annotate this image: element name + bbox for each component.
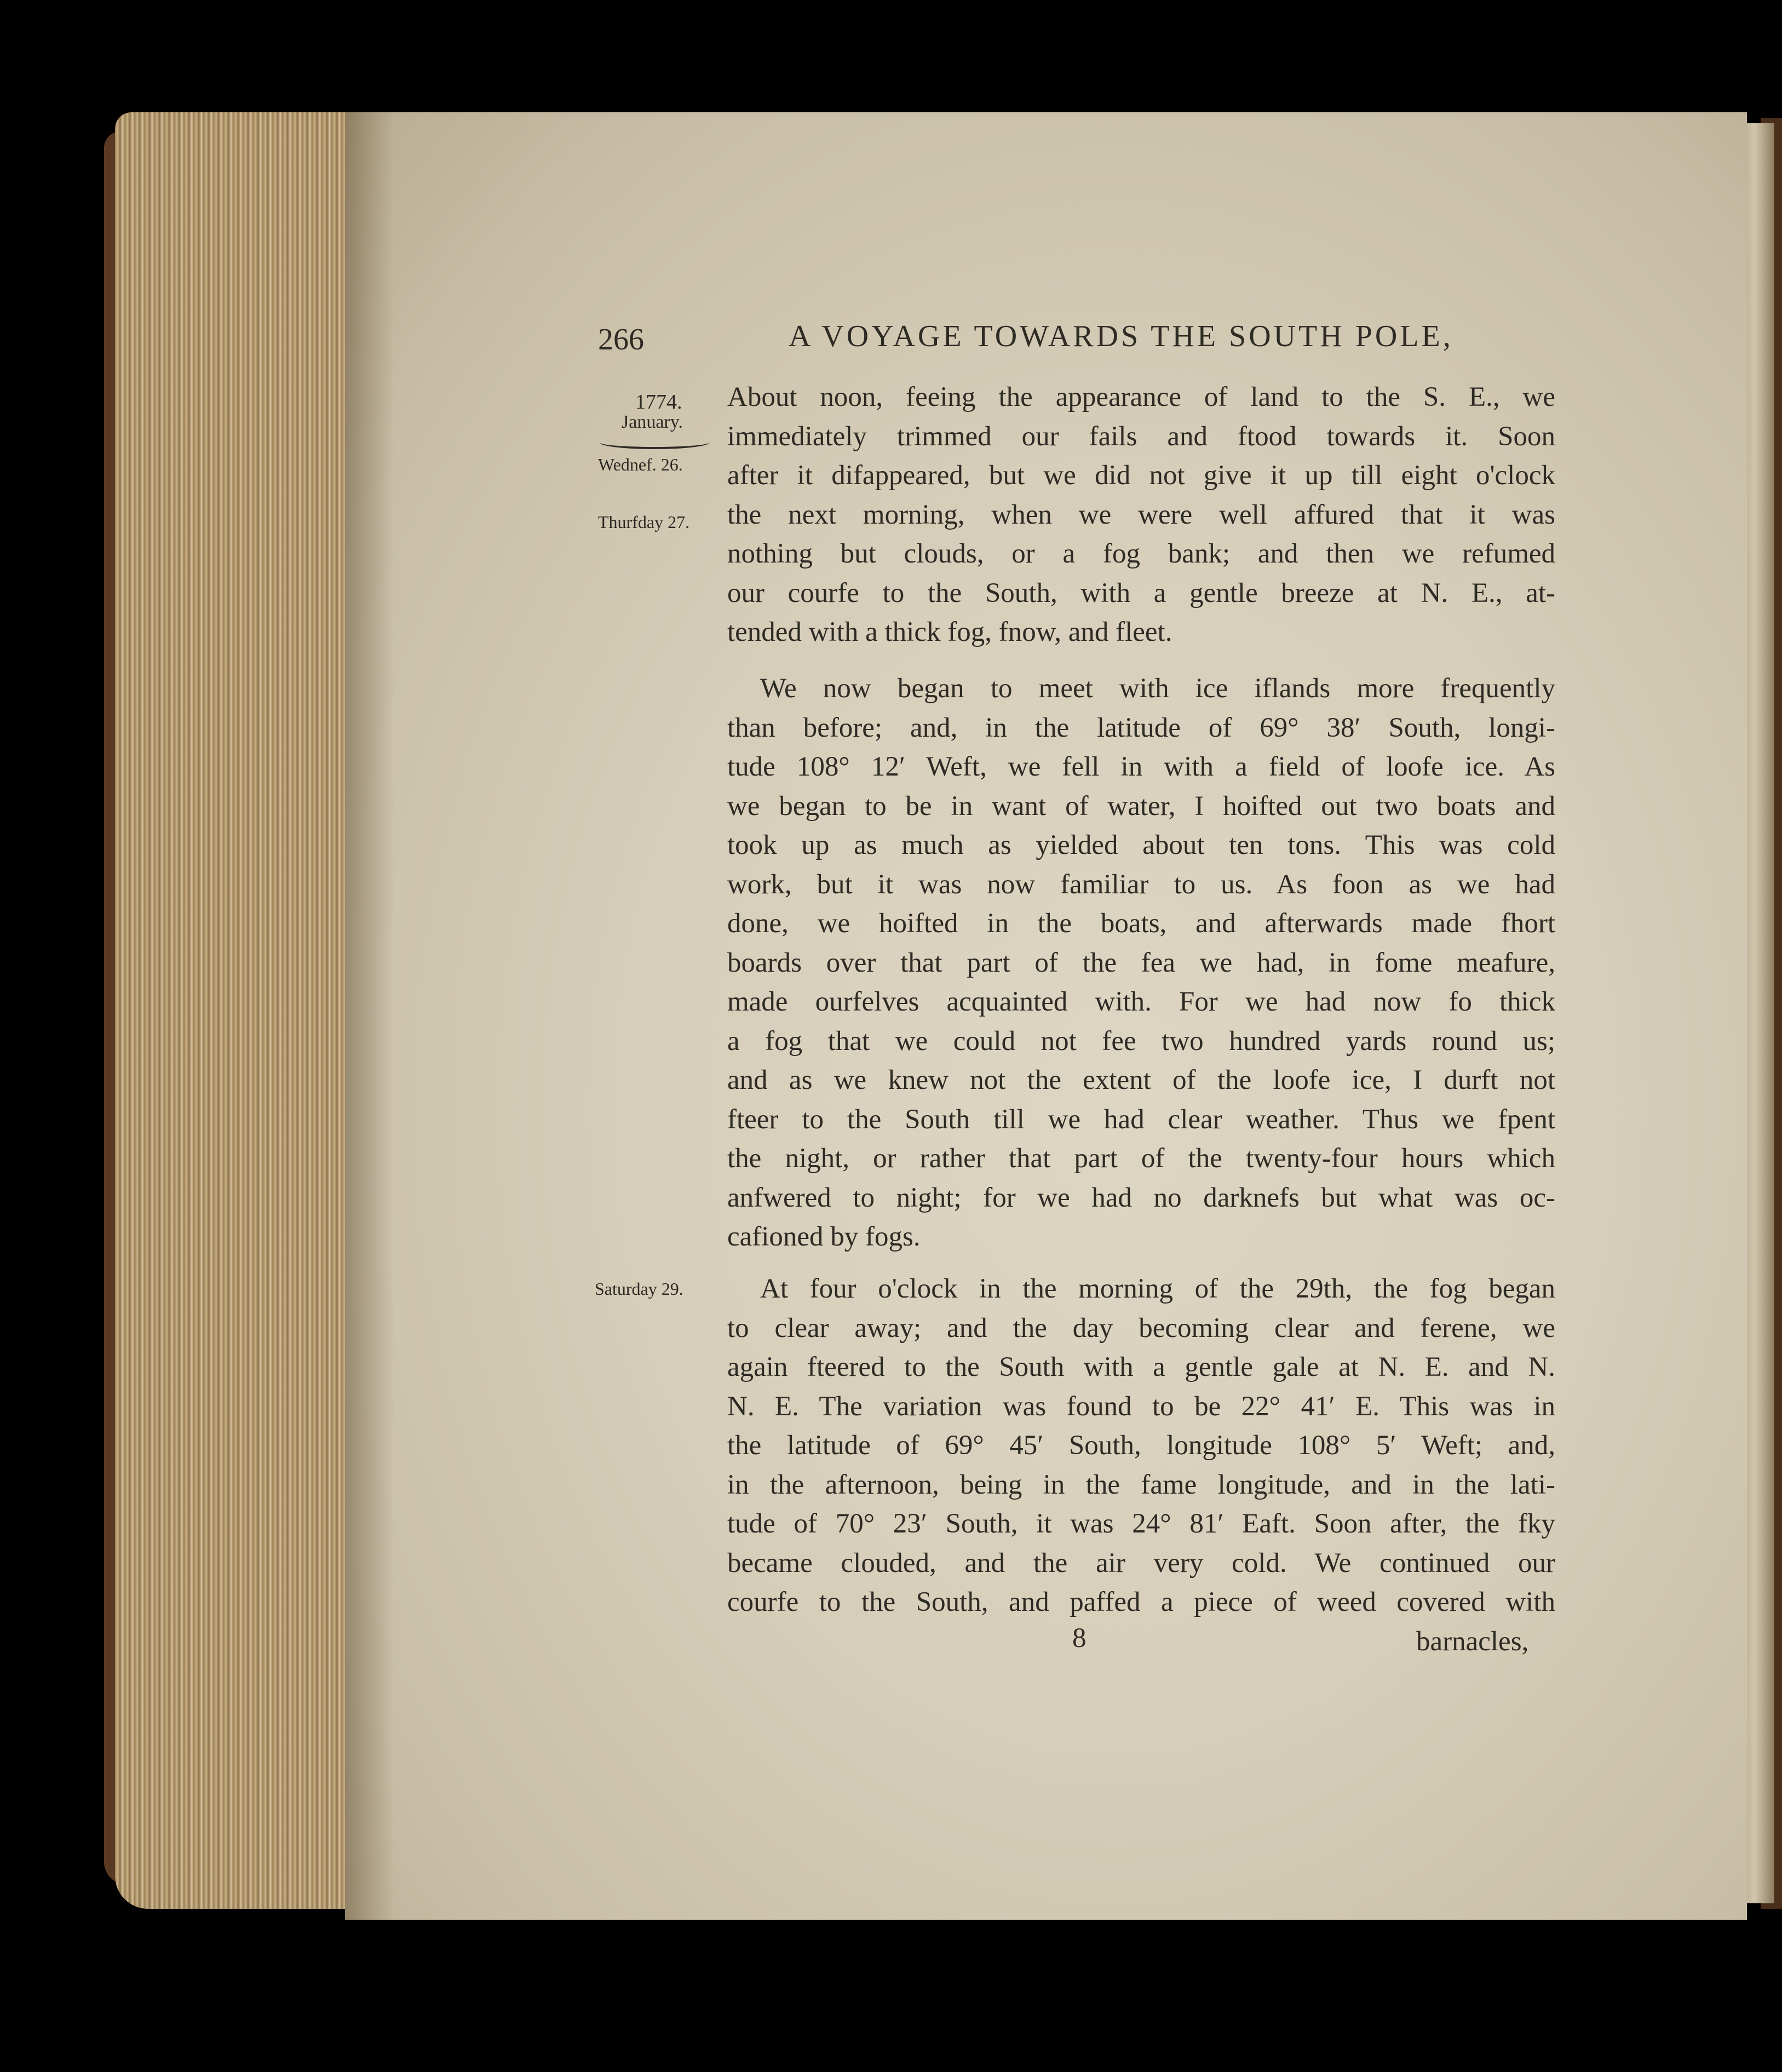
text-line: the latitude of 69° 45′ South, longitude 108° 5′ Weft; and, bbox=[727, 1430, 1555, 1461]
text-line: we began to be in want of water, I hoifted out two boats and bbox=[727, 790, 1555, 822]
text-line: done, we hoifted in the boats, and afterwards made fhort bbox=[727, 908, 1555, 939]
signature-mark: 8 bbox=[1072, 1623, 1087, 1654]
text-line: the night, or rather that part of the twenty-four hours which bbox=[727, 1143, 1555, 1174]
text-line: again fteered to the South with a gentle gale at N. E. and N. bbox=[727, 1352, 1555, 1382]
catchword: barnacles, bbox=[1416, 1626, 1529, 1657]
paragraph-1 bbox=[727, 378, 1555, 652]
text-line: and as we knew not the extent of the loofe ice, I durft not bbox=[727, 1065, 1555, 1095]
margin-note-year: 1774. bbox=[635, 391, 682, 414]
text-line: after it difappeared, but we did not give it up till eight o'clock bbox=[727, 460, 1555, 491]
margin-brace bbox=[600, 436, 709, 449]
text-line: the next morning, when we were well affured that it was bbox=[727, 499, 1555, 530]
text-line: tude 108° 12′ Weft, we fell in with a field of loofe ice. As bbox=[727, 751, 1555, 782]
running-head: A VOYAGE TOWARDS THE SOUTH POLE, bbox=[789, 319, 1453, 353]
margin-note-thursday: Thurfday 27. bbox=[598, 512, 690, 532]
text-line: made ourfelves acquainted with. For we had now fo thick bbox=[727, 986, 1555, 1017]
text-line: than before; and, in the latitude of 69° 38′ South, longi- bbox=[727, 712, 1555, 743]
text-line: N. E. The variation was found to be 22° 41′ E. This was in bbox=[727, 1391, 1555, 1422]
text-line: anfwered to night; for we had no darknefs but what was oc- bbox=[727, 1182, 1555, 1213]
text-line: took up as much as yielded about ten tons. This was cold bbox=[727, 830, 1555, 860]
text-line: nothing but clouds, or a fog bank; and then we refumed bbox=[727, 538, 1555, 569]
text-line: became clouded, and the air very cold. We continued our bbox=[727, 1547, 1555, 1579]
text-line: At four o'clock in the morning of the 29th, the fog began bbox=[760, 1273, 1555, 1304]
page-stack-edges bbox=[115, 112, 356, 1909]
margin-note-wednesday: Wednef. 26. bbox=[598, 455, 683, 474]
text-line: tude of 70° 23′ South, it was 24° 81′ Eaft. Soon after, the fky bbox=[727, 1508, 1555, 1539]
margin-note-saturday: Saturday 29. bbox=[595, 1279, 683, 1299]
text-line: courfe to the South, and paffed a piece of weed covered with bbox=[727, 1587, 1555, 1617]
text-line: immediately trimmed our fails and ftood towards it. Soon bbox=[727, 421, 1555, 452]
text-line: in the afternoon, being in the fame longitude, and in the lati- bbox=[727, 1469, 1555, 1500]
text-line: work, but it was now familiar to us. As foon as we had bbox=[727, 869, 1555, 900]
text-line: our courfe to the South, with a gentle breeze at N. E., at- bbox=[727, 577, 1555, 609]
paragraph-2 bbox=[727, 669, 1555, 1257]
text-line: cafioned by fogs. bbox=[727, 1221, 921, 1252]
paragraph-3 bbox=[727, 1270, 1555, 1622]
text-line: fteer to the South till we had clear weather. Thus we fpent bbox=[727, 1104, 1555, 1135]
text-line: a fog that we could not fee two hundred yards round us; bbox=[727, 1025, 1555, 1057]
text-line: to clear away; and the day becoming clear and ferene, we bbox=[727, 1312, 1555, 1344]
text-line: We now began to meet with ice iflands more frequently bbox=[760, 673, 1555, 704]
gutter-shadow bbox=[345, 112, 394, 1920]
margin-note-month: January. bbox=[622, 412, 683, 432]
text-line: About noon, feeing the appearance of land to the S. E., we bbox=[727, 382, 1555, 412]
page-number: 266 bbox=[598, 323, 644, 357]
text-line: tended with a thick fog, fnow, and fleet. bbox=[727, 617, 1172, 647]
text-line: boards over that part of the fea we had, in fome meafure, bbox=[727, 947, 1555, 978]
